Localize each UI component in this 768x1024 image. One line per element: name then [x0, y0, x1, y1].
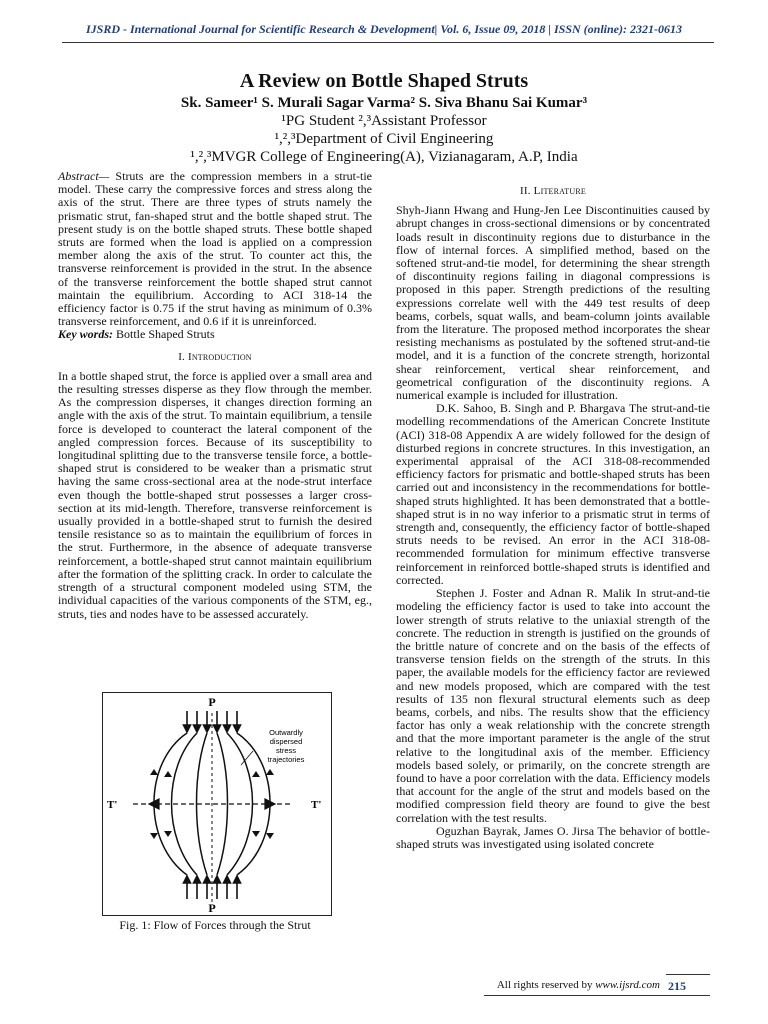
abstract-text: Struts are the compression members in a strut-tie model. These carry the compressive forces and stress along the axis of the strut. There are three types of struts namely the prismatic strut, fan-shaped strut and the bottle shaped strut. The present study is on the bottle shaped struts. These bottle shaped struts are formed when the load is applied on a compression member along the axis of the strut. To counter act this, the transverse reinforcement is provided in the strut. In the absence of the transverse reinforcement the bottle shaped strut cannot maintain the equilibrium. According to ACI 318-14 the efficiency factor is 0.75 if the strut having as minimum of 0.3% transverse reinforcement, and 0.6 if it is unreinforced.	[58, 169, 372, 329]
rights-text: All rights reserved by	[496, 979, 596, 991]
literature-paragraph-1: Shyh-Jiann Hwang and Hung-Jen Lee Discontinuities caused by abrupt changes in cross-sectional dimensions or by concentrated loads result in discontinuity regions due to disturbance in the flow of internal forces. A simplified method, based on the softened strut-and-tie model, for determining the shear strength of discontinuity regions failing in diagonal compressions is proposed in this paper. Strength predictions of the resulting expressions correlate well with the 449 test results of deep beams, corbels, squat walls, and beam-column joints available from the literature. The proposed method incorporates the shear resisting mechanisms as postulated by the softened strut-and-tie model, and it is a function of the concrete strength, horizontal shear reinforcement, vertical shear reinforcement, and geometrical configuration of the discontinuity regions. A numerical example is included for illustration.	[396, 203, 710, 403]
keywords-paragraph	[58, 328, 372, 341]
t-left-label: T'	[107, 799, 118, 811]
page-number-rule	[666, 974, 710, 975]
p-top-label: P	[208, 695, 216, 709]
journal-header: IJSRD - International Journal for Scientific Research & Development| Vol. 6, Issue 09, 2018 | ISSN (online): 2321-0613	[86, 22, 682, 36]
affiliation-department: ¹,²,³Department of Civil Engineering	[274, 131, 494, 147]
literature-paragraph-3: Stephen J. Foster and Adnan R. Malik In strut-and-tie modeling the efficiency factor is used to take into account the lower strength of struts relative to the uniaxial strength of the concrete. The reduction in strength is justified on the grounds of the brittle nature of concrete and on the basis of the effects of transverse tension fields on the strength of the struts. In this paper, the available models for the efficiency factor are reviewed and new models proposed, which are compared with the test results of 135 non flexural structural elements such as deep beams, corbels, and nibs. The results show that the efficiency factor has only a weak relationship with the concrete strength and that the more important parameter is the angle of the strut relative to the longitudinal axis of the member. Efficiency models based solely, or primarily, on the concrete strength are found to have a poor correlation with the data. Efficiency models that account for the angle of the strut and models based on the modified compression field theory are found to give the best correlation with the test results.	[396, 586, 710, 825]
right-column	[396, 185, 710, 851]
note-line-4: trajectories	[267, 755, 305, 764]
literature-paragraph-2: D.K. Sahoo, B. Singh and P. Bhargava The strut-and-tie modelling recommendations of the American Concrete Institute (ACI) 318-08 Appendix A are widely followed for the design of disturbed regions in concrete structures. In this investigation, an experimental appraisal of the ACI 318-08-recommended efficiency factors for prismatic and bottle-shaped struts has been carried out and inconsistency in the recommendations for bottle-shaped struts highlighted. It has been demonstrated that a bottle-shaped strut is in no way inferior to a prismatic strut in terms of strength and, consequently, the efficiency factor of bottle-shaped struts needs to be revised. An error in the ACI 318-08-recommended formulation for minimum effective transverse reinforcement in reinforced bottle-shaped struts is identified and corrected.	[396, 401, 710, 587]
literature-paragraph-4: Oguzhan Bayrak, James O. Jirsa The behavior of bottle-shaped struts was investigated using isolated concrete	[396, 823, 710, 851]
p-bottom-label: P	[208, 901, 216, 915]
abstract-label: Abstract—	[58, 169, 110, 183]
t-right-label: T'	[311, 799, 322, 811]
affiliation-role: ¹PG Student ²,³Assistant Professor	[281, 113, 487, 129]
keywords-text: Bottle Shaped Struts	[113, 327, 215, 342]
note-line-2: dispersed	[269, 737, 303, 746]
paper-title: A Review on Bottle Shaped Struts	[239, 70, 529, 92]
page-number: 215	[668, 979, 686, 993]
abstract-paragraph	[58, 170, 372, 328]
keywords-label: Key words:	[58, 327, 113, 342]
strut-figure	[102, 692, 332, 916]
figure-caption: Fig. 1: Flow of Forces through the Strut	[119, 918, 311, 932]
note-line-3: stress	[275, 746, 297, 755]
site-link[interactable]: www.ijsrd.com	[595, 979, 660, 991]
intro-paragraph: In a bottle shaped strut, the force is applied over a small area and the resulting stresses disperse as they flow through the member. As the compression disperses, it changes direction forming an angle with the axis of the strut. To maintain equilibrium, a tensile force is developed to counteract the lateral component of the angled compression forces. Because of its susceptibility to longitudinal splitting due to the transverse tensile force, a bottle-shaped strut is considered to be weaker than a prismatic strut having the same cross-sectional area at the node-strut interface even though the bottle-shaped strut possesses a larger cross-section at its mid-length. Therefore, transverse reinforcement is usually provided in a bottle-shaped strut to furnish the desired tensile resistance so as to maintain the equilibrium of forces in the strut. Furthermore, in the absence of adequate transverse reinforcement, a bottle-shaped strut cannot maintain equilibrium after the formation of the splitting crack. In order to calculate the strength of a structural component modeled using STM, the individual capacities of the various components of the STM, eg., struts, ties and nodes have to be assessed accurately.	[58, 368, 372, 621]
left-column	[58, 170, 372, 621]
intro-heading: I. Introduction	[178, 350, 252, 363]
footer-rule	[484, 995, 710, 996]
note-line-1: Outwardly	[269, 728, 303, 737]
affiliation-college: ¹,²,³MVGR College of Engineering(A), Vizianagaram, A.P, India	[190, 149, 578, 165]
literature-heading: II. Literature	[520, 185, 586, 197]
footer-rights	[497, 979, 660, 991]
paper-authors: Sk. Sameer¹ S. Murali Sagar Varma² S. Siva Bhanu Sai Kumar³	[180, 95, 588, 111]
bottle-strut-diagram	[103, 693, 331, 915]
header-rule	[62, 42, 714, 43]
